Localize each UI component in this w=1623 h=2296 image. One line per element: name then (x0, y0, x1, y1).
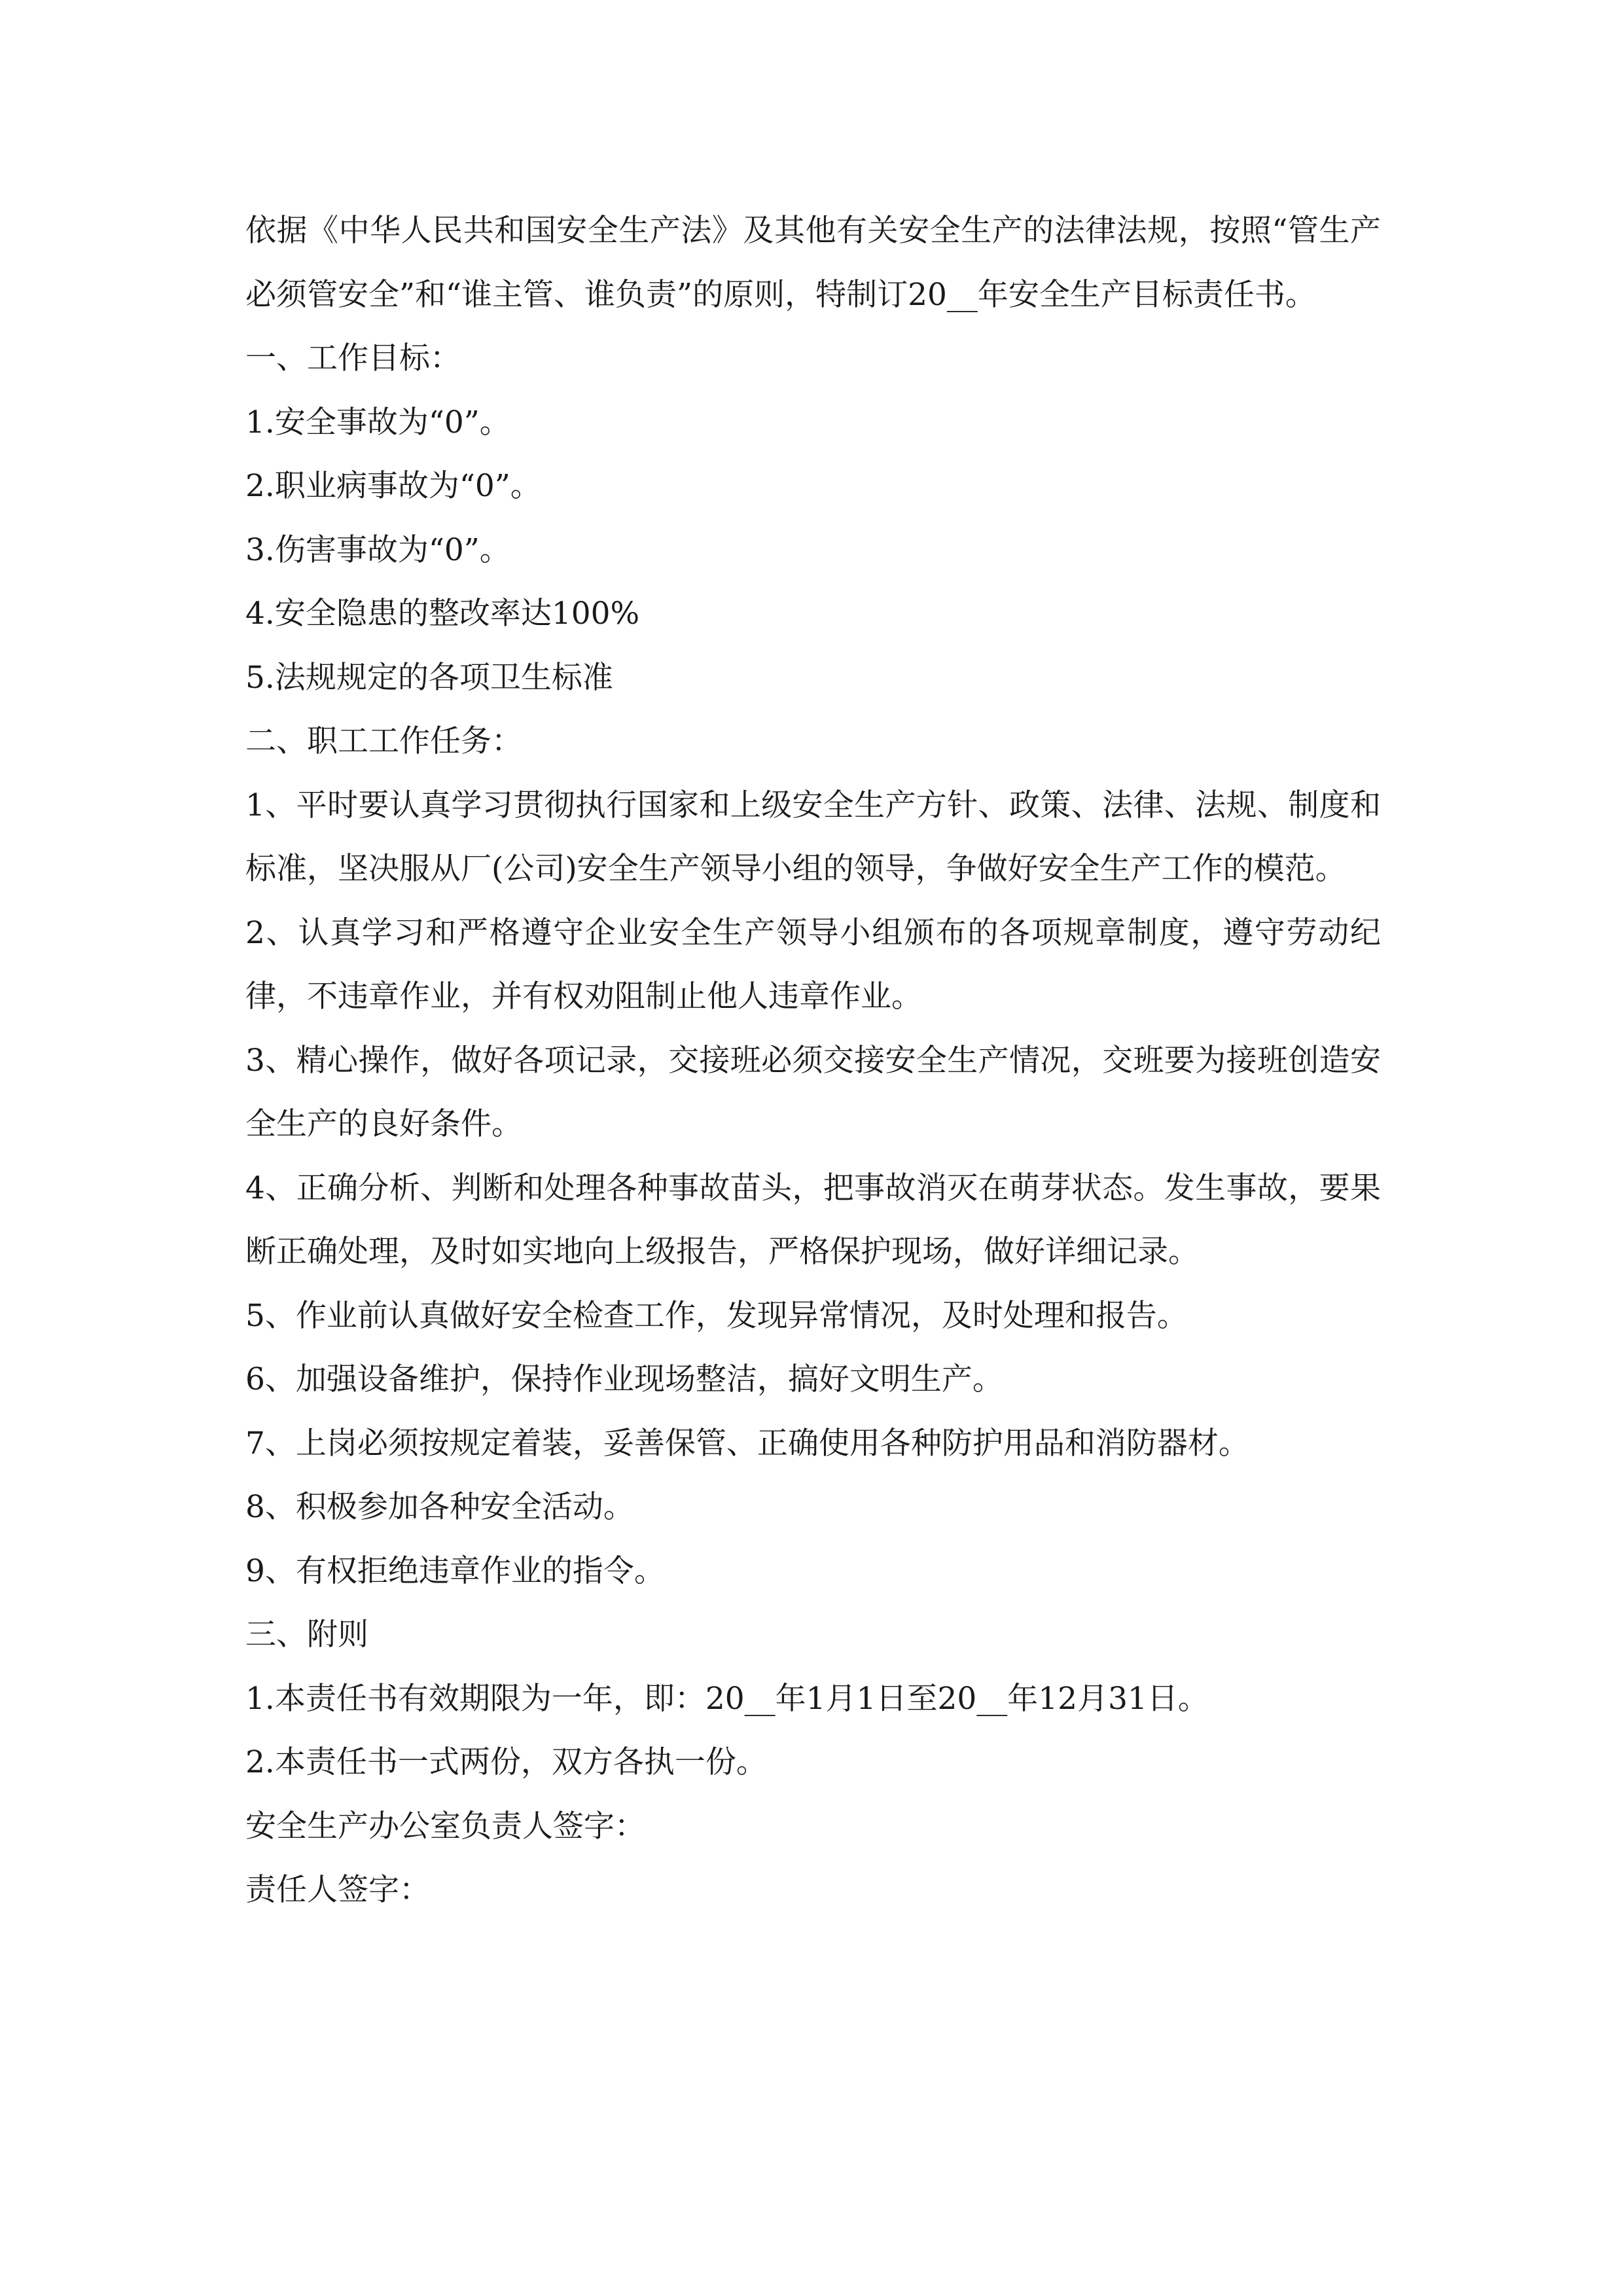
goal-item: 2.职业病事故为“0”。 (245, 468, 541, 504)
section-heading-work-goals: 一、工作目标： (245, 340, 461, 376)
supplementary-item: 2.本责任书一式两份，双方各执一份。 (245, 1744, 767, 1780)
goal-item: 4.安全隐患的整改率达100% (245, 596, 640, 632)
task-item: 7、上岗必须按规定着装，妥善保管、正确使用各种防护用品和消防器材。 (245, 1425, 1249, 1462)
document-body (245, 199, 1381, 1922)
task-item: 6、加强设备维护，保持作业现场整洁，搞好文明生产。 (245, 1361, 1003, 1397)
goal-item: 1.安全事故为“0”。 (245, 404, 510, 440)
responsible-person-signature-line: 责任人签字： (245, 1872, 430, 1908)
section-heading-supplementary: 三、附则 (245, 1617, 368, 1653)
supplementary-item: 1.本责任书有效期限为一年，即：20__年1月1日至20__年12月31日。 (245, 1680, 1209, 1717)
goal-item: 5.法规规定的各项卫生标准 (245, 659, 613, 696)
intro-paragraph: 依据《中华人民共和国安全生产法》及其他有关安全生产的法律法规，按照“管生产必须管安全”和“谁主管、谁负责”的原则，特制订20__年安全生产目标责任书。 (245, 213, 1381, 313)
task-item: 2、认真学习和严格遵守企业安全生产领导小组颁布的各项规章制度，遵守劳动纪律，不违章作业，并有权劝阻制止他人违章作业。 (245, 914, 1381, 1014)
task-item: 9、有权拒绝违章作业的指令。 (245, 1552, 665, 1589)
task-item: 5、作业前认真做好安全检查工作，发现异常情况，及时处理和报告。 (245, 1297, 1188, 1334)
task-item: 8、积极参加各种安全活动。 (245, 1489, 634, 1525)
office-head-signature-line: 安全生产办公室负责人签字： (245, 1808, 645, 1844)
task-item: 4、正确分析、判断和处理各种事故苗头，把事故消灭在萌芽状态。发生事故，要果断正确处理，及时如实地向上级报告，严格保护现场，做好详细记录。 (245, 1170, 1381, 1270)
task-item: 1、平时要认真学习贯彻执行国家和上级安全生产方针、政策、法律、法规、制度和标准，坚决服从厂(公司)安全生产领导小组的领导，争做好安全生产工作的模范。 (245, 787, 1381, 887)
goal-item: 3.伤害事故为“0”。 (245, 531, 510, 568)
section-heading-staff-tasks: 二、职工工作任务： (245, 723, 522, 759)
task-item: 3、精心操作，做好各项记录，交接班必须交接安全生产情况，交班要为接班创造安全生产的良好条件。 (245, 1042, 1381, 1142)
